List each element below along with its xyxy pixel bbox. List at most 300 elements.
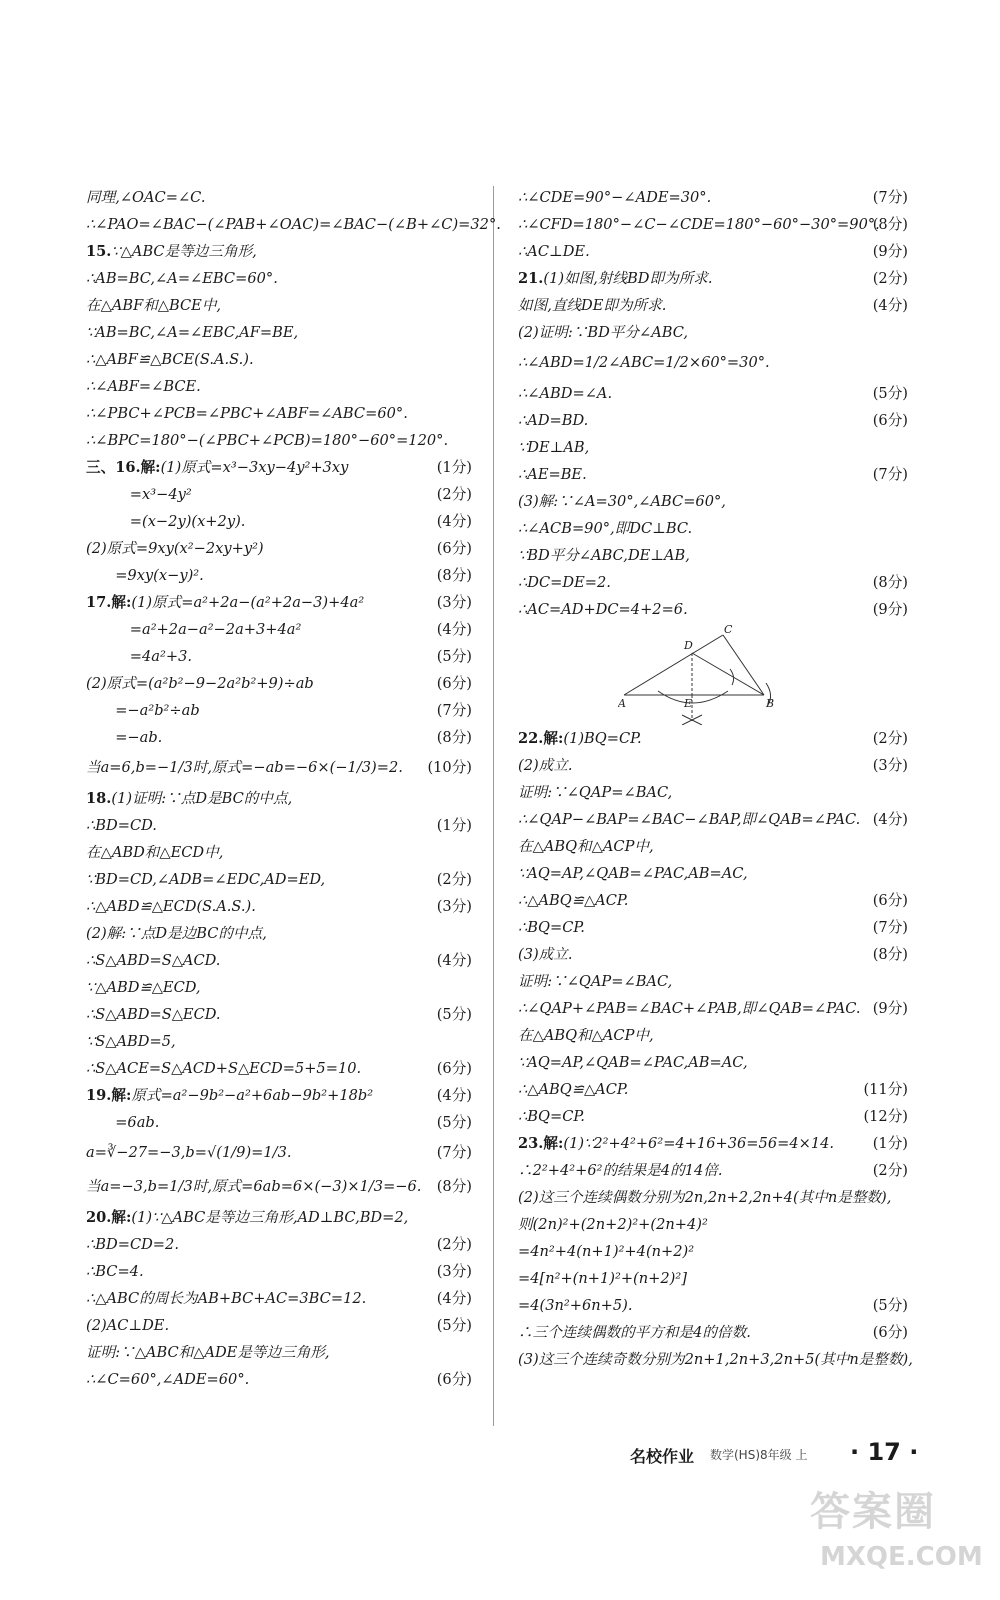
answer-line [518, 1157, 908, 1184]
answer-line [518, 1319, 908, 1346]
answer-body: =a²+2a−a²−2a+3+4a² [86, 621, 302, 638]
answer-body: =−a²b²÷ab [86, 702, 200, 719]
answer-text [518, 752, 573, 779]
answer-line [518, 184, 908, 211]
answer-body: ∴AB=BC,∠A=∠EBC=60°. [86, 270, 278, 287]
answer-text [86, 1001, 221, 1028]
answer-body: =6ab. [86, 1114, 160, 1131]
score-label: (4分) [872, 297, 908, 314]
score-label: (6分) [872, 892, 908, 909]
answer-line [518, 1103, 908, 1130]
answer-text [518, 1130, 834, 1157]
score-label: (7分) [436, 1144, 472, 1161]
answer-line [86, 1170, 472, 1204]
answer-line [86, 697, 472, 724]
answer-line [518, 1346, 913, 1373]
answer-body: =−ab. [86, 729, 163, 746]
answer-line [518, 914, 908, 941]
answer-line [518, 1076, 908, 1103]
answer-body: =x³−4y² [86, 486, 192, 503]
answer-line [518, 488, 908, 515]
answer-line [86, 616, 472, 643]
answer-body: (2)AC⊥DE. [86, 1317, 170, 1334]
score-label: (3分) [872, 757, 908, 774]
score-label: (8分) [872, 946, 908, 963]
score-label: (6分) [872, 412, 908, 429]
question-number: 23.解: [518, 1135, 564, 1152]
answer-body: ∴AC=AD+DC=4+2=6. [518, 601, 688, 618]
answer-text [86, 400, 408, 427]
answer-text [86, 697, 200, 724]
answer-line [518, 941, 908, 968]
answer-line [518, 833, 908, 860]
answer-body: 同理,∠OAC=∠C. [86, 189, 206, 206]
answer-text [86, 1366, 249, 1393]
score-label: (9分) [872, 601, 908, 618]
score-label: (2分) [436, 486, 472, 503]
answer-text [518, 1022, 654, 1049]
answer-line [518, 265, 908, 292]
answer-text [86, 427, 448, 454]
question-number: 三、16.解: [86, 459, 161, 476]
answer-line [86, 866, 472, 893]
answer-body: ∴S△ABD=S△ECD. [86, 1006, 221, 1023]
answer-text [518, 833, 654, 860]
answer-line [86, 920, 472, 947]
answer-body: ∴BD=CD=2. [86, 1236, 179, 1253]
answer-text [518, 806, 860, 833]
answer-text [86, 1170, 421, 1204]
answer-body: ∴∠ABF=∠BCE. [86, 378, 201, 395]
answer-body: (2)这三个连续偶数分别为2n,2n+2,2n+4(其中n是整数), [518, 1189, 892, 1206]
answer-text [518, 380, 612, 407]
answer-text [518, 725, 642, 752]
answer-text [86, 1082, 373, 1109]
question-number: 20.解: [86, 1209, 132, 1226]
score-label: (10分) [427, 759, 472, 776]
answer-text [518, 887, 628, 914]
answer-line [86, 1285, 472, 1312]
answer-text [86, 785, 292, 812]
answer-line [518, 779, 908, 806]
answer-body: (3)这三个连续奇数分别为2n+1,2n+3,2n+5(其中n是整数), [518, 1351, 913, 1368]
answer-line [86, 724, 472, 751]
answer-text [86, 1055, 361, 1082]
answer-text [518, 319, 688, 346]
answer-text [518, 461, 587, 488]
answer-line [518, 1022, 908, 1049]
answer-text [86, 319, 298, 346]
answer-line [86, 427, 472, 454]
answer-text [518, 184, 711, 211]
answer-line [518, 407, 908, 434]
watermark-url: MXQE.COM [820, 1542, 983, 1572]
answer-text [518, 407, 588, 434]
answer-line [518, 569, 908, 596]
answer-text [86, 947, 220, 974]
answer-line [518, 1211, 908, 1238]
question-number: 22.解: [518, 730, 564, 747]
answer-body: ∴S△ACE=S△ACD+S△ECD=5+5=10. [86, 1060, 362, 1077]
footer-brand: 名校作业 [630, 1447, 695, 1466]
answer-line [518, 995, 908, 1022]
answer-line [86, 751, 472, 785]
score-label: (5分) [436, 1006, 472, 1023]
answer-text [86, 724, 162, 751]
answer-body: (2)解:∵点D是边BC的中点, [86, 925, 267, 942]
answer-line [518, 434, 908, 461]
answer-text [86, 1109, 159, 1136]
score-label: (11分) [863, 1081, 908, 1098]
column-divider [493, 186, 494, 1426]
answer-line [518, 968, 908, 995]
answer-line [86, 1109, 472, 1136]
answer-body: ∴AD=BD. [518, 412, 589, 429]
score-label: (3分) [436, 898, 472, 915]
answer-body: (2)证明:∵BD平分∠ABC, [518, 324, 689, 341]
right-column [518, 184, 913, 1373]
answer-text [86, 866, 325, 893]
answer-body: =4n²+4(n+1)²+4(n+2)² [518, 1243, 695, 1260]
score-label: (4分) [436, 952, 472, 969]
answer-body: ∴AE=BE. [518, 466, 587, 483]
answer-body: ∴BQ=CP. [518, 1108, 585, 1125]
answer-body: ∴∠QAP−∠BAP=∠BAC−∠BAP,即∠QAB=∠PAC. [518, 811, 861, 828]
score-label: (1分) [872, 1135, 908, 1152]
answer-body: ∴△ABF≌△BCE(S.A.S.). [86, 351, 254, 368]
label-E: E [684, 697, 693, 710]
answer-line [518, 1130, 908, 1157]
answer-body: (1)如图,射线BD即为所求. [543, 270, 713, 287]
label-D: D [684, 639, 693, 652]
question-number: 21. [518, 270, 544, 287]
answer-text [86, 1231, 179, 1258]
answer-text [86, 812, 157, 839]
answer-line [518, 725, 908, 752]
score-label: (12分) [863, 1108, 908, 1125]
answer-text [518, 238, 590, 265]
answer-text [86, 974, 201, 1001]
answer-text [518, 1238, 694, 1265]
answer-text [518, 968, 672, 995]
answer-body: ∴∠ABD=1/2∠ABC=1/2×60°=30°. [518, 354, 770, 371]
answer-text [86, 589, 364, 616]
answer-line [86, 400, 472, 427]
answer-line [86, 1339, 472, 1366]
answer-line [86, 893, 472, 920]
answer-text [518, 1211, 708, 1238]
answer-text [518, 1265, 687, 1292]
answer-text [86, 184, 205, 211]
answer-text [518, 1184, 891, 1211]
answer-body: (1)∵△ABC是等边三角形,AD⊥BC,BD=2, [131, 1209, 409, 1226]
answer-body: 在△ABQ和△ACP中, [518, 1027, 654, 1044]
answer-line [86, 562, 472, 589]
answer-line [518, 542, 908, 569]
answer-body: (1)∵2²+4²+6²=4+16+36=56=4×14. [563, 1135, 835, 1152]
score-label: (5分) [436, 1317, 472, 1334]
answer-body: ∴∠ABD=∠A. [518, 385, 613, 402]
answer-line [86, 211, 501, 238]
answer-line [518, 1292, 908, 1319]
answer-line [518, 319, 908, 346]
answer-body: ∴△ABQ≌△ACP. [518, 1081, 629, 1098]
answer-text [518, 211, 880, 238]
answer-line [518, 752, 908, 779]
answer-line [86, 785, 472, 812]
answer-line [518, 292, 908, 319]
answer-text [518, 515, 692, 542]
score-label: (3分) [436, 1263, 472, 1280]
question-number: 17.解: [86, 594, 132, 611]
answer-text [518, 1292, 633, 1319]
answer-text [518, 488, 726, 515]
answer-body: (1)BQ=CP. [563, 730, 642, 747]
score-label: (4分) [436, 1290, 472, 1307]
answer-body: =4[n²+(n+1)²+(n+2)²] [518, 1270, 687, 1287]
answer-body: (3)解:∵∠A=30°,∠ABC=60°, [518, 493, 726, 510]
answer-line [86, 319, 472, 346]
answer-line [86, 265, 472, 292]
answer-text [86, 373, 201, 400]
answer-body: ∵BD平分∠ABC,DE⊥AB, [518, 547, 690, 564]
score-label: (9分) [872, 1000, 908, 1017]
score-label: (3分) [436, 594, 472, 611]
right-column-top [518, 184, 908, 623]
question-number: 19.解: [86, 1087, 132, 1104]
label-B: B [766, 697, 775, 710]
answer-line [518, 806, 908, 833]
answer-body: ∵BD=CD,∠ADB=∠EDC,AD=ED, [86, 871, 326, 888]
score-label: (6分) [436, 1060, 472, 1077]
answer-line [86, 1055, 472, 1082]
answer-text [86, 751, 403, 785]
answer-line [86, 1258, 472, 1285]
answer-body: 原式=a²−9b²−a²+6ab−9b²+18b² [131, 1087, 374, 1104]
answer-text [518, 779, 672, 806]
score-label: (8分) [436, 1178, 472, 1195]
score-label: (7分) [872, 919, 908, 936]
answer-body: (1)原式=x³−3xy−4y²+3xy [160, 459, 349, 476]
score-label: (4分) [436, 621, 472, 638]
score-label: (2分) [872, 270, 908, 287]
score-label: (8分) [872, 216, 908, 233]
score-label: (5分) [436, 648, 472, 665]
score-label: (6分) [436, 675, 472, 692]
answer-line [518, 515, 908, 542]
question-number: 15. [86, 243, 112, 260]
answer-text [86, 238, 257, 265]
answer-text [518, 1103, 585, 1130]
answer-body: a=∛−27=−3,b=√(1/9)=1/3. [86, 1144, 292, 1161]
construction-arc-bisector [730, 669, 734, 685]
answer-text [86, 1312, 169, 1339]
answer-text [518, 1157, 723, 1184]
score-label: (5分) [872, 1297, 908, 1314]
score-label: (2分) [436, 871, 472, 888]
answer-body: (1)原式=a²+2a−(a²+2a−3)+4a² [131, 594, 365, 611]
score-label: (2分) [872, 730, 908, 747]
answer-body: ∴∠ACB=90°,即DC⊥BC. [518, 520, 693, 537]
answer-line [86, 1028, 472, 1055]
score-label: (4分) [872, 811, 908, 828]
answer-line [86, 1366, 472, 1393]
answer-line [86, 643, 472, 670]
answer-text [518, 265, 713, 292]
answer-body: ∴∠PAO=∠BAC−(∠PAB+∠OAC)=∠BAC−(∠B+∠C)=32°. [86, 216, 501, 233]
answer-text [86, 292, 221, 319]
answer-text [86, 893, 256, 920]
score-label: (2分) [872, 1162, 908, 1179]
answer-line [86, 1001, 472, 1028]
answer-text [86, 1028, 176, 1055]
answer-text [86, 670, 314, 697]
answer-text [518, 1049, 748, 1076]
answer-text [86, 535, 264, 562]
score-label: (7分) [872, 466, 908, 483]
score-label: (7分) [872, 189, 908, 206]
answer-text [86, 1339, 330, 1366]
answer-line [518, 211, 908, 238]
answer-body: ∵DE⊥AB, [518, 439, 590, 456]
answer-text [518, 1076, 628, 1103]
answer-line [86, 670, 472, 697]
answer-text [86, 1204, 408, 1231]
score-label: (6分) [872, 1324, 908, 1341]
answer-body: 当a=−3,b=1/3时,原式=6ab=6×(−3)×1/3=−6. [86, 1178, 422, 1195]
answer-text [86, 616, 301, 643]
answer-text [518, 569, 611, 596]
score-label: (8分) [872, 574, 908, 591]
construction-arc-bottom [658, 691, 728, 703]
answer-text [518, 596, 688, 623]
answer-body: ∴2²+4²+6²的结果是4的14倍. [518, 1162, 723, 1179]
answer-text [86, 1258, 144, 1285]
answer-line [86, 1136, 472, 1170]
question-number: 18. [86, 790, 112, 807]
answer-body: 在△ABQ和△ACP中, [518, 838, 654, 855]
answer-text [86, 211, 501, 238]
score-label: (9分) [872, 243, 908, 260]
score-label: (7分) [436, 702, 472, 719]
answer-body: (1)证明:∵点D是BC的中点, [111, 790, 293, 807]
answer-text [86, 346, 254, 373]
answer-body: 在△ABF和△BCE中, [86, 297, 222, 314]
watermark [800, 1480, 990, 1590]
score-label: (8分) [436, 567, 472, 584]
triangle-construction-diagram [618, 625, 798, 725]
footer-subject: 数学(HS)8年级 上 [710, 1448, 808, 1462]
answer-text [86, 839, 223, 866]
answer-line [86, 1204, 472, 1231]
answer-body: ∵△ABD≌△ECD, [86, 979, 201, 996]
answer-line [518, 596, 908, 623]
answer-text [518, 292, 666, 319]
answer-body: ∴BC=4. [86, 1263, 144, 1280]
answer-body: ∴∠CFD=180°−∠C−∠CDE=180°−60°−30°=90°. [518, 216, 880, 233]
answer-line [86, 481, 472, 508]
answer-line [518, 346, 908, 380]
answer-line [86, 184, 472, 211]
score-label: (5分) [872, 385, 908, 402]
answer-body: ∴AC⊥DE. [518, 243, 590, 260]
answer-body: ∴DC=DE=2. [518, 574, 611, 591]
answer-line [86, 1082, 472, 1109]
answer-body: ∴BQ=CP. [518, 919, 585, 936]
answer-body: ∵△ABC是等边三角形, [111, 243, 257, 260]
page-number: · 17 · [850, 1438, 919, 1466]
answer-body: ∴∠C=60°,∠ADE=60°. [86, 1371, 250, 1388]
ray-BD [692, 653, 764, 695]
answer-line [518, 860, 908, 887]
answer-text [86, 920, 267, 947]
answer-body: =4(3n²+6n+5). [518, 1297, 633, 1314]
answer-body: 在△ABD和△ECD中, [86, 844, 224, 861]
score-label: (2分) [436, 1236, 472, 1253]
answer-line [518, 461, 908, 488]
answer-text [518, 995, 861, 1022]
answer-text [518, 542, 690, 569]
answer-line [518, 887, 908, 914]
answer-text [518, 346, 770, 380]
answer-body: ∴S△ABD=S△ACD. [86, 952, 221, 969]
score-label: (1分) [436, 459, 472, 476]
answer-text [518, 434, 589, 461]
answer-body: 如图,直线DE即为所求. [518, 297, 667, 314]
answer-text [518, 1319, 751, 1346]
answer-line [86, 454, 472, 481]
answer-body: 证明:∵∠QAP=∠BAC, [518, 973, 673, 990]
watermark-logo: 答案圈 [810, 1489, 936, 1535]
left-column [86, 184, 501, 1393]
score-label: (4分) [436, 1087, 472, 1104]
answer-body: ∵AB=BC,∠A=∠EBC,AF=BE, [86, 324, 299, 341]
answer-text [86, 1285, 366, 1312]
segment-AC [624, 635, 723, 695]
answer-body: ∵S△ABD=5, [86, 1033, 176, 1050]
score-label: (5分) [436, 1114, 472, 1131]
answer-body: ∴∠BPC=180°−(∠PBC+∠PCB)=180°−60°=120°. [86, 432, 449, 449]
segment-CB [723, 635, 764, 695]
right-column-bottom [518, 725, 913, 1373]
answer-body: 证明:∵△ABC和△ADE是等边三角形, [86, 1344, 330, 1361]
answer-text [86, 1136, 292, 1170]
score-label: (1分) [436, 817, 472, 834]
answer-body: 当a=6,b=−1/3时,原式=−ab=−6×(−1/3)=2. [86, 759, 403, 776]
answer-body: ∴△ABQ≌△ACP. [518, 892, 629, 909]
answer-line [518, 1238, 908, 1265]
answer-line [518, 380, 908, 407]
answer-body: 则(2n)²+(2n+2)²+(2n+4)² [518, 1216, 708, 1233]
answer-text [86, 481, 192, 508]
geometry-figure [518, 625, 908, 715]
answer-body: ∴∠PBC+∠PCB=∠PBC+∠ABF=∠ABC=60°. [86, 405, 408, 422]
answer-line [86, 974, 472, 1001]
answer-line [86, 812, 472, 839]
answer-line [518, 1049, 908, 1076]
answer-body: ∴∠CDE=90°−∠ADE=30°. [518, 189, 712, 206]
answer-line [518, 238, 908, 265]
score-label: (8分) [436, 729, 472, 746]
label-C: C [724, 625, 733, 636]
answer-line [86, 1312, 472, 1339]
page-footer [620, 1438, 920, 1468]
answer-body: ∵AQ=AP,∠QAB=∠PAC,AB=AC, [518, 1054, 748, 1071]
answer-body: =4a²+3. [86, 648, 192, 665]
answer-line [86, 292, 472, 319]
answer-line [86, 947, 472, 974]
answer-body: (2)原式=(a²b²−9−2a²b²+9)÷ab [86, 675, 314, 692]
